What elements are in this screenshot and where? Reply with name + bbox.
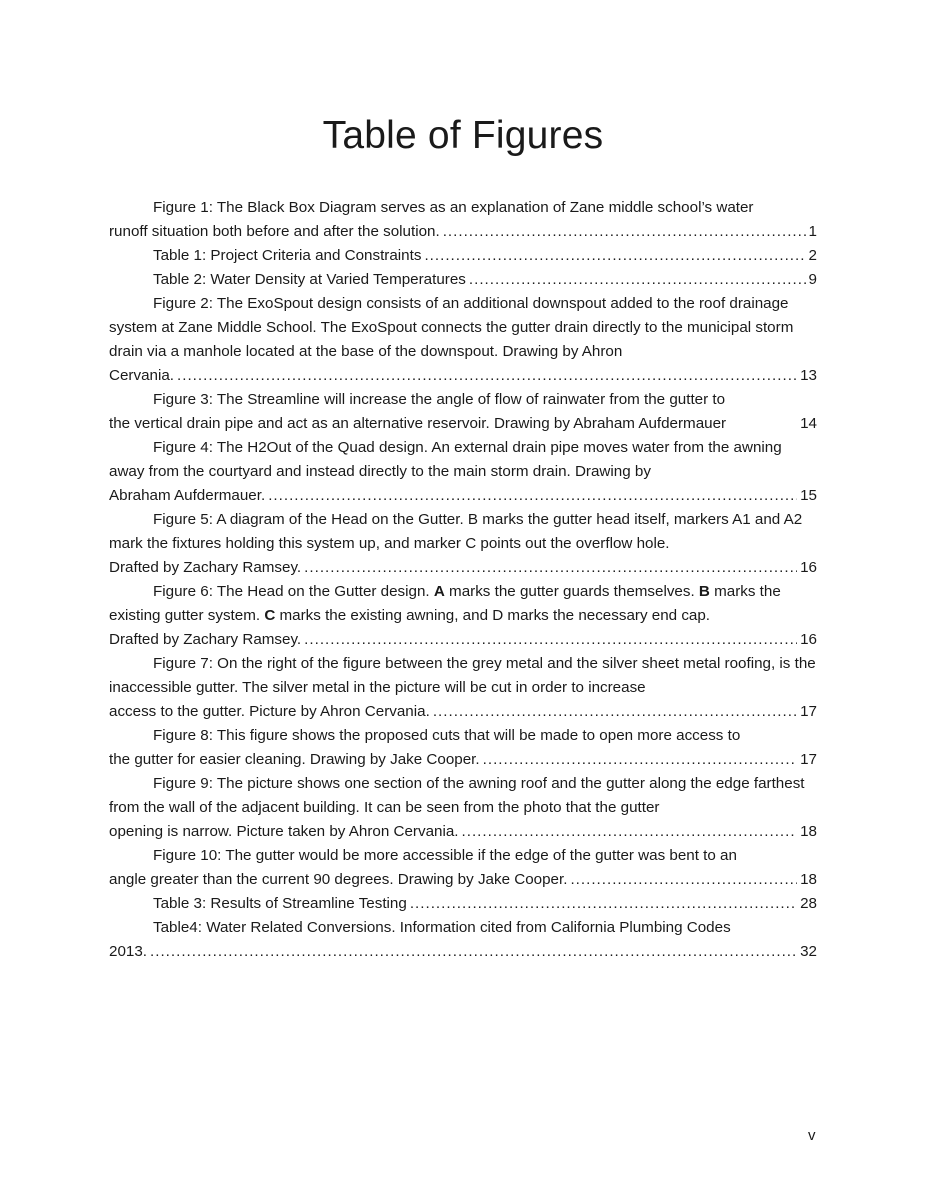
dot-leader (462, 820, 798, 844)
toc-entry-tail: access to the gutter. Picture by Ahron Cervania. (109, 703, 430, 720)
toc-entry-page-number: 18 (800, 871, 817, 888)
dot-leader (424, 244, 805, 268)
dot-leader (469, 268, 806, 292)
toc-entry-figure-2[interactable] (109, 292, 817, 388)
toc-entry-tail: opening is narrow. Picture taken by Ahron Cervania. (109, 823, 459, 840)
label-marker-b: B (698, 583, 710, 600)
toc-entry-table-2[interactable] (109, 268, 817, 292)
toc-entry-lead: Figure 2: The ExoSpout design consists of an additional downspout added to the roof drainage system at Zane Middle School. The ExoSpout connects the gutter drain directly to the municipal storm drain via a manhole located at the base of the downspout. Drawing by Ahron (109, 295, 794, 360)
label-marker-a: A (433, 583, 445, 600)
toc-entry-lead: Figure 1: The Black Box Diagram serves as an explanation of Zane middle school’s water (153, 199, 754, 216)
toc-entry-tail: Table 3: Results of Streamline Testing (153, 895, 407, 912)
lead-part: marks the existing gutter system. (109, 583, 781, 624)
toc-entry-tail: Drafted by Zachary Ramsey. (109, 631, 302, 648)
toc-entry-figure-5[interactable] (109, 508, 817, 580)
toc-entry-page-number: 32 (800, 943, 817, 960)
toc-entry-tail: 2013. (109, 943, 148, 960)
label-marker-c: C (264, 607, 276, 624)
dot-leader (304, 556, 797, 580)
toc-entry-figure-10[interactable] (109, 844, 817, 892)
toc-entry-page-number: 17 (800, 751, 817, 768)
toc-entry-figure-6[interactable] (109, 580, 817, 652)
table-of-figures-list (109, 196, 817, 964)
toc-entry-tail: runoff situation both before and after the solution. (109, 223, 440, 240)
toc-entry-tail: Abraham Aufdermauer. (109, 487, 266, 504)
toc-entry-tail: angle greater than the current 90 degrees. Drawing by Jake Cooper. (109, 871, 568, 888)
toc-entry-page-number: 1 (808, 223, 817, 240)
toc-entry-page-number: 17 (800, 703, 817, 720)
toc-entry-tail: Drafted by Zachary Ramsey. (109, 559, 302, 576)
toc-entry-page-number: 16 (800, 631, 817, 648)
dot-leader (177, 364, 797, 388)
toc-entry-tail: Cervania. (109, 367, 174, 384)
dot-leader (268, 484, 797, 508)
toc-entry-page-number: 16 (800, 559, 817, 576)
dot-leader (150, 940, 797, 964)
dot-leader (570, 868, 797, 892)
toc-entry-lead: Figure 10: The gutter would be more accessible if the edge of the gutter was bent to an (153, 847, 737, 864)
toc-entry-lead: Figure 9: The picture shows one section of the awning roof and the gutter along the edge farthest from the wall of the adjacent building. It can be seen from the photo that the gutter (109, 775, 805, 816)
toc-entry-figure-7[interactable] (109, 652, 817, 724)
toc-entry-tail: Table 1: Project Criteria and Constraints (153, 247, 422, 264)
toc-entry-tail: Table 2: Water Density at Varied Temperatures (153, 271, 466, 288)
toc-entry-lead: Figure 4: The H2Out of the Quad design. An external drain pipe moves water from the awning away from the courtyard and instead directly to the main storm drain. Drawing by (109, 439, 782, 480)
toc-entry-page-number: 14 (800, 415, 817, 432)
toc-entry-lead: Figure 5: A diagram of the Head on the Gutter. B marks the gutter head itself, markers A1 and A2 mark the fixtures holding this system up, and marker C points out the overflow hole. (109, 511, 803, 552)
toc-entry-page-number: 9 (808, 271, 817, 288)
toc-entry-lead: Table4: Water Related Conversions. Information cited from California Plumbing Codes (153, 919, 731, 936)
dot-leader (433, 700, 797, 724)
toc-entry-table-1[interactable] (109, 244, 817, 268)
toc-entry-figure-3[interactable] (109, 388, 817, 436)
dot-leader (410, 892, 797, 916)
page-title: Table of Figures (322, 114, 604, 157)
dot-leader (304, 628, 797, 652)
toc-entry-page-number: 18 (800, 823, 817, 840)
toc-entry-tail: the gutter for easier cleaning. Drawing by Jake Cooper. (109, 751, 480, 768)
toc-entry-lead: Figure 8: This figure shows the proposed cuts that will be made to open more access to (153, 727, 741, 744)
lead-part: marks the gutter guards themselves. (444, 583, 699, 600)
toc-entry-figure-9[interactable] (109, 772, 817, 844)
toc-entry-figure-1[interactable] (109, 196, 817, 244)
toc-entry-figure-4[interactable] (109, 436, 817, 508)
toc-entry-lead: Figure 7: On the right of the figure between the grey metal and the silver sheet metal roofing, is the inaccessible gutter. The silver metal in the picture will be cut in order to increase (109, 655, 816, 696)
toc-entry-table-3[interactable] (109, 892, 817, 916)
toc-entry-page-number: 15 (800, 487, 817, 504)
toc-entry-page-number: 2 (808, 247, 817, 264)
toc-entry-figure-8[interactable] (109, 724, 817, 772)
toc-entry-page-number: 28 (800, 895, 817, 912)
dot-leader (443, 220, 806, 244)
lead-part: Figure 6: The Head on the Gutter design. (153, 583, 434, 600)
toc-entry-lead (109, 580, 817, 628)
toc-entry-table-4[interactable] (109, 916, 817, 964)
toc-entry-lead: Figure 3: The Streamline will increase the angle of flow of rainwater from the gutter to (153, 391, 726, 408)
toc-entry-page-number: 13 (800, 367, 817, 384)
page-number: v (808, 1127, 816, 1144)
dot-leader (483, 748, 797, 772)
lead-part: marks the existing awning, and D marks the necessary end cap. (275, 607, 711, 624)
toc-entry-tail: the vertical drain pipe and act as an alternative reservoir. Drawing by Abraham Aufdermauer (109, 415, 727, 432)
